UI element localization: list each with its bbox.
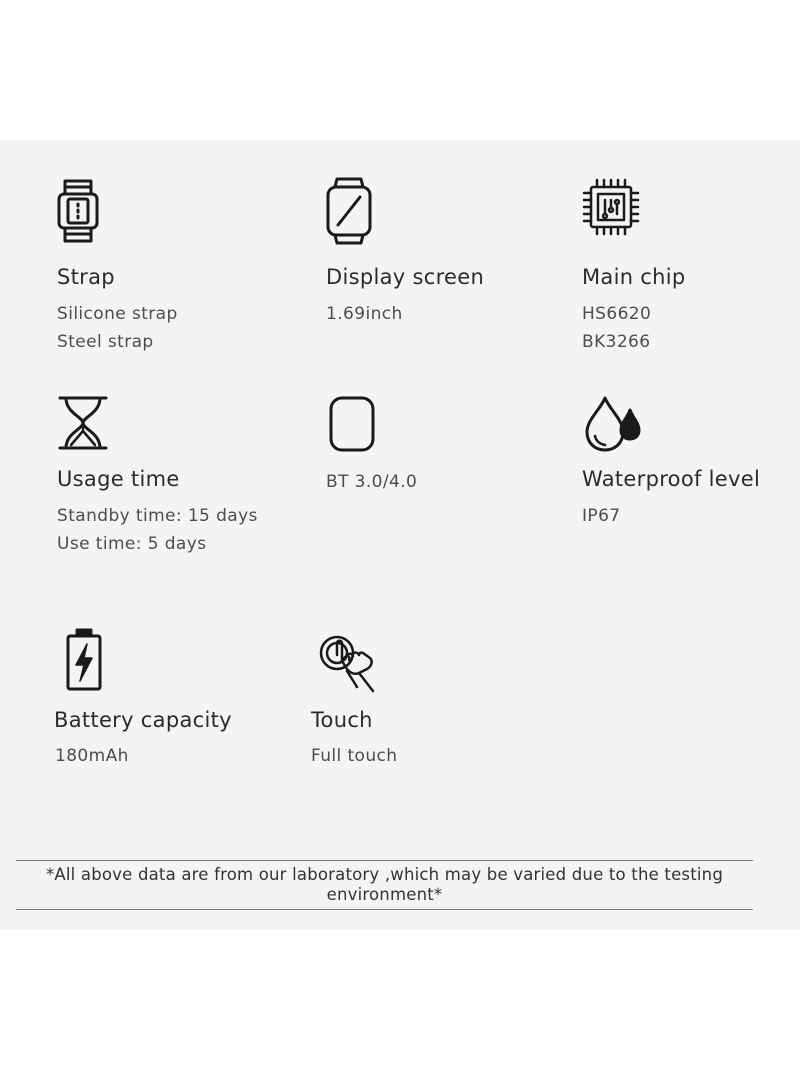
battery-title: Battery capacity: [54, 708, 232, 732]
watch-strap-icon: [56, 178, 100, 244]
footer-rule-top: [16, 860, 753, 861]
battery-line-1: 180mAh: [55, 746, 129, 766]
hourglass-icon: [58, 395, 108, 451]
chip-title: Main chip: [582, 265, 686, 289]
touch-hand-icon: [317, 635, 383, 693]
footer-disclaimer: *All above data are from our laboratory ,which may be varied due to the testing environment*: [45, 865, 724, 904]
waterproof-line-1: IP67: [582, 506, 621, 526]
water-drops-icon: [583, 392, 645, 454]
display-title: Display screen: [326, 265, 485, 289]
watch-display-icon: [325, 176, 373, 246]
waterproof-title: Waterproof level: [582, 467, 761, 491]
bluetooth-line-1: BT 3.0/4.0: [326, 472, 418, 492]
rounded-square-icon: [328, 395, 376, 453]
chip-line-1: HS6620: [582, 304, 652, 324]
chip-line-2: BK3266: [582, 332, 651, 352]
battery-icon: [64, 628, 104, 692]
touch-line-1: Full touch: [311, 746, 398, 766]
usage-line-1: Standby time: 15 days: [57, 506, 258, 526]
display-line-1: 1.69inch: [326, 304, 403, 324]
strap-line-2: Steel strap: [57, 332, 154, 352]
chip-icon: [582, 178, 640, 236]
strap-title: Strap: [57, 265, 115, 289]
touch-title: Touch: [311, 708, 373, 732]
strap-line-1: Silicone strap: [57, 304, 178, 324]
usage-line-2: Use time: 5 days: [57, 534, 207, 554]
footer-rule-bottom: [16, 909, 753, 910]
usage-title: Usage time: [57, 467, 180, 491]
